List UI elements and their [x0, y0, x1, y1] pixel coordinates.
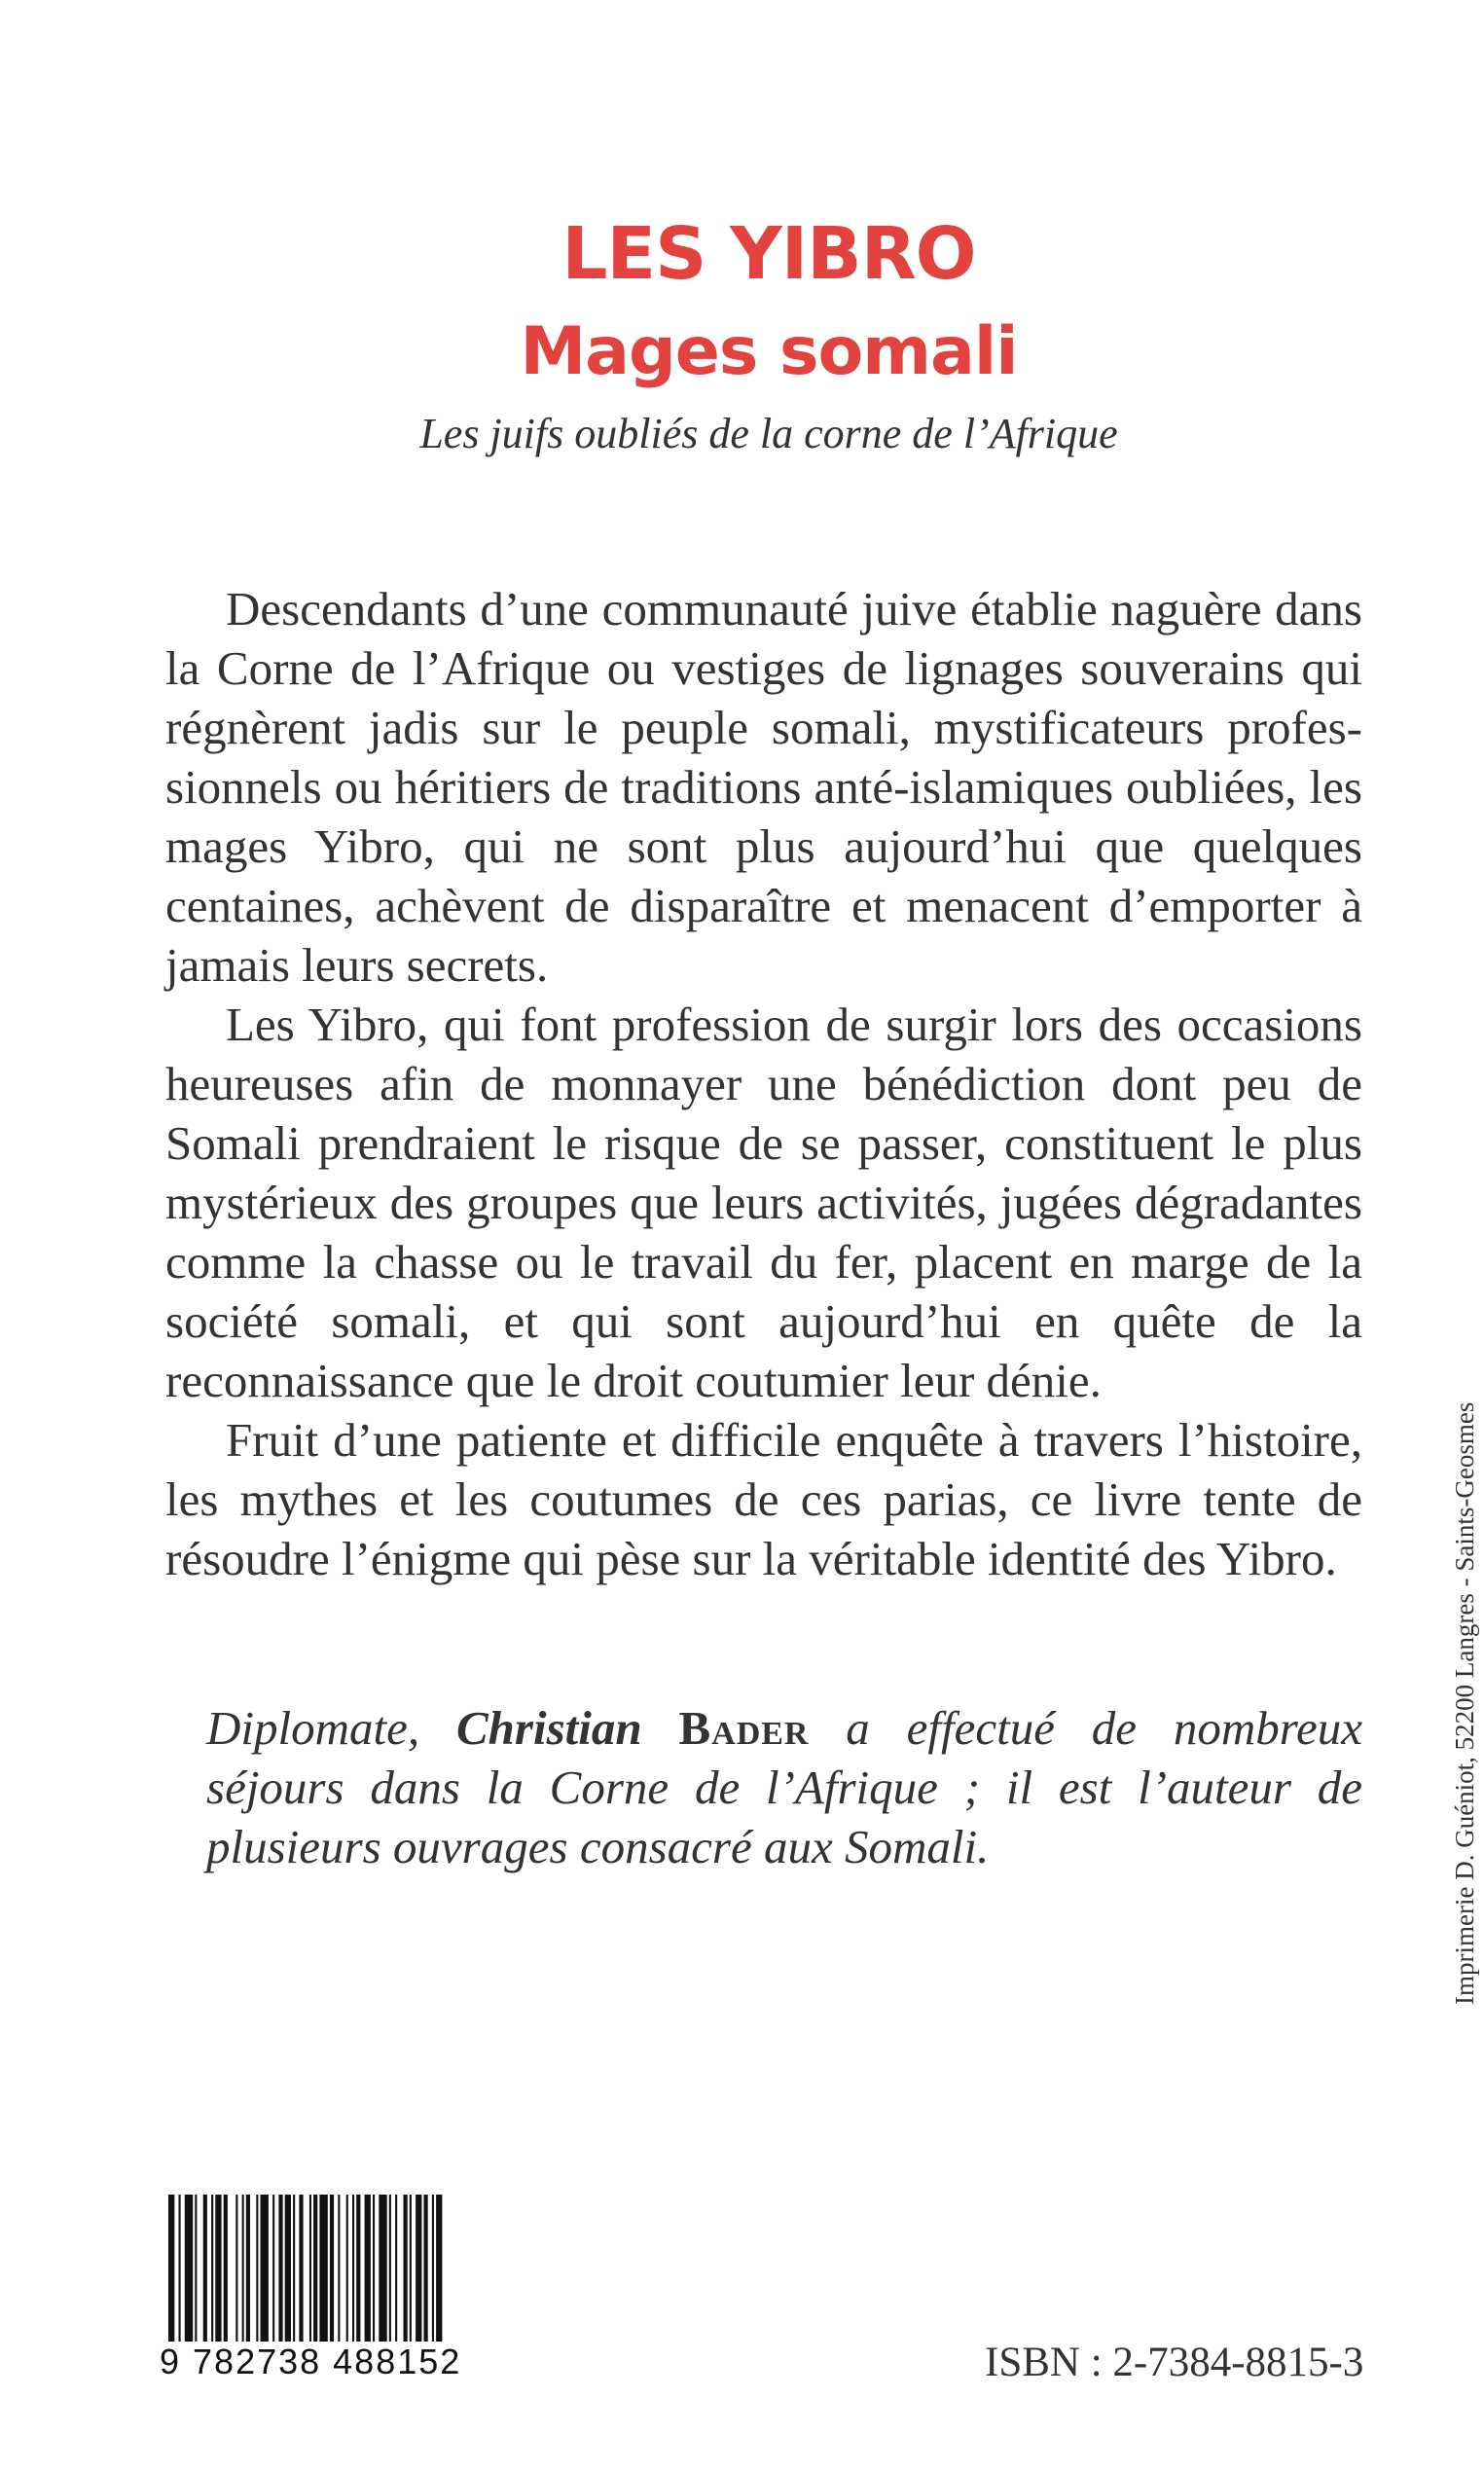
barcode-bar — [179, 2195, 181, 2355]
barcode-bar — [365, 2195, 371, 2355]
barcode-bar — [285, 2195, 291, 2355]
author-last-name: Bader — [678, 1701, 810, 1755]
barcode-bar — [313, 2195, 317, 2355]
blurb-paragraph-1: Descendants d’une communauté juive établie naguère dans la Corne de l’Afrique ou vestiges de lignages souverains qui régnèrent jadis sur le peuple somali, mystificateurs professionnels ou héritiers de traditions anté-islamiques oubliées, les mages Yibro, qui ne sont plus aujourd’hui que quelques centaines, achèvent de disparaître et menacent d’emporter à jamais leurs secrets. — [165, 582, 1362, 992]
barcode-bar — [432, 2195, 434, 2355]
barcode-bar — [346, 2195, 348, 2355]
barcode-bar — [185, 2195, 193, 2355]
blurb-paragraph-2: Les Yibro, qui font profession de surgir lors des occasions heureuses afin de monnayer une bénédiction dont peu de Somali prendraient le risque de se passer, constituent le plus mystérieux des groupes que leurs activités, jugées dégradantes comme la chasse ou le travail du fer, placent en marge de la société somali, et qui sont aujourd’hui en quête de la reconnaissance que le droit coutumier leur dénie. — [165, 998, 1362, 1407]
barcode-bar — [356, 2195, 360, 2355]
book-title-line2: Mages somali — [520, 313, 1018, 390]
barcode-bar — [261, 2195, 269, 2355]
barcode-bar — [215, 2195, 221, 2355]
blurb-paragraph-3: Fruit d’une patiente et difficile enquête à travers l’histoire, les mythes et les coutumes de ces parias, ce livre tente de résoudre l’énigme qui pèse sur la véritable identité des Yibro. — [165, 1413, 1362, 1585]
bio-suffix: a effectué de nombreux séjours dans la Corne de l’Afrique ; il est l’auteur de plusieurs ouvrages consacré aux Somali. — [206, 1701, 1363, 1873]
printer-credit: Imprimerie D. Guéniot, 52200 Langres - Saints-Geosmes — [1450, 1401, 1479, 2005]
book-subtitle: Les juifs oubliés de la corne de l’Afrique — [419, 410, 1118, 457]
isbn: ISBN : 2-7384-8815-3 — [985, 2340, 1364, 2385]
barcode-bar — [373, 2195, 375, 2355]
barcode-bar — [416, 2195, 421, 2355]
barcode-number: 9 782738 488152 — [156, 2342, 500, 2382]
barcode-bar — [256, 2195, 258, 2355]
barcode-bar — [436, 2195, 442, 2355]
barcode-bar — [293, 2195, 295, 2355]
barcode-bar — [379, 2195, 386, 2355]
barcode-bar — [278, 2195, 282, 2355]
barcode-bar — [299, 2195, 303, 2355]
barcode-bar — [242, 2195, 244, 2355]
barcode-bar — [338, 2195, 340, 2355]
author-bio — [206, 1698, 1362, 1876]
barcode-bar — [424, 2195, 428, 2355]
barcode-bar — [395, 2195, 397, 2355]
barcode-bars — [161, 2195, 487, 2355]
book-title: LES YIBRO — [561, 212, 976, 296]
barcode-bar — [246, 2195, 250, 2355]
author-first-name: Christian — [455, 1701, 679, 1755]
barcode-bar — [224, 2195, 228, 2355]
barcode-bar — [404, 2195, 408, 2355]
bio-prefix: Diplomate, — [206, 1701, 456, 1755]
barcode-bar — [410, 2195, 412, 2355]
barcode-bar — [272, 2195, 274, 2355]
blurb — [165, 579, 1362, 1588]
barcode-bar — [319, 2195, 327, 2355]
barcode-bar — [389, 2195, 391, 2355]
barcode-bar — [195, 2195, 197, 2355]
barcode-bar — [352, 2195, 354, 2355]
barcode-bar — [235, 2195, 237, 2355]
barcode-bar — [203, 2195, 207, 2355]
barcode-bar — [211, 2195, 213, 2355]
barcode-bar — [309, 2195, 311, 2355]
barcode-bar — [330, 2195, 334, 2355]
barcode — [161, 2195, 487, 2355]
barcode-bar — [168, 2195, 174, 2355]
